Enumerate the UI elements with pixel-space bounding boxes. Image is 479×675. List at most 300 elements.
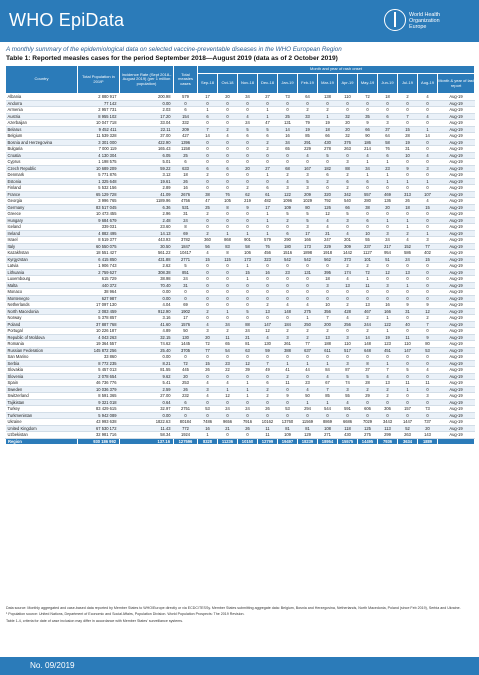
cell-month-cases: 0 xyxy=(418,412,438,419)
cell-month-cases: 51 xyxy=(378,256,398,263)
total-value: 10150 xyxy=(238,438,258,444)
cell-last-report: Aug-19 xyxy=(438,172,475,179)
cell-incidence: 59.22 xyxy=(120,165,174,172)
cell-month-cases: 5 xyxy=(358,373,378,380)
cell-month-cases: 4 xyxy=(418,198,438,205)
cell-month-cases: 0 xyxy=(278,159,298,166)
cell-last-report: Aug-19 xyxy=(438,328,475,335)
cell-month-cases: 0 xyxy=(358,354,378,361)
cell-month-cases: 11 xyxy=(358,282,378,289)
cell-month-cases: 0 xyxy=(338,152,358,159)
cell-population: 4 882 495 xyxy=(78,230,120,237)
cell-month-cases: 0 xyxy=(198,315,218,322)
cell-month-cases: 7 xyxy=(418,321,438,328)
cell-last-report: Aug-19 xyxy=(438,126,475,133)
cell-month-cases: 1 xyxy=(378,178,398,185)
cell-month-cases: 0 xyxy=(418,360,438,367)
cell-incidence: 4.04 xyxy=(120,302,174,309)
cell-month-cases: 15 xyxy=(398,126,418,133)
cell-country: North Macedonia xyxy=(6,308,78,315)
cell-month-cases: 0 xyxy=(318,289,338,296)
cell-month-cases: 0 xyxy=(378,100,398,107)
cell-month-cases: 1 xyxy=(378,328,398,335)
cell-month-cases: 0 xyxy=(218,276,238,283)
cell-total-cases: 2771 xyxy=(174,256,198,263)
cell-month-cases: 0 xyxy=(218,185,238,192)
cell-total-cases: 445 xyxy=(174,367,198,374)
cell-month-cases: 0 xyxy=(318,412,338,419)
cell-month-cases: 157 xyxy=(398,406,418,413)
cell-country: San Marino xyxy=(6,354,78,361)
cell-month-cases: 109 xyxy=(278,432,298,439)
cell-month-cases: 209 xyxy=(298,191,318,198)
cell-total-cases: 531 xyxy=(174,204,198,211)
cell-month-cases: 14 xyxy=(278,126,298,133)
cell-month-cases: 77 xyxy=(298,341,318,348)
col-header-month: May-19 xyxy=(358,74,378,94)
cell-month-cases: 309 xyxy=(338,243,358,250)
cell-incidence: 3.12 xyxy=(120,172,174,179)
cell-month-cases: 47 xyxy=(198,198,218,205)
cell-total-cases: 772 xyxy=(174,425,198,432)
cell-month-cases: 2 xyxy=(318,178,338,185)
cell-month-cases: 74 xyxy=(338,380,358,387)
cell-total-cases: 20 xyxy=(174,373,198,380)
cell-total-cases: 4756 xyxy=(174,198,198,205)
cell-month-cases: 1 xyxy=(258,107,278,114)
cell-month-cases: 0 xyxy=(358,399,378,406)
cell-month-cases: 2 xyxy=(258,146,278,153)
cell-month-cases: 3 xyxy=(338,360,358,367)
cell-population: 67 530 172 xyxy=(78,425,120,432)
cell-total-cases: 24 xyxy=(174,217,198,224)
cell-month-cases: 0 xyxy=(238,100,258,107)
cell-last-report: Aug-19 xyxy=(438,120,475,127)
cell-month-cases: 9 xyxy=(418,334,438,341)
cell-month-cases: 1 xyxy=(358,172,378,179)
cell-population: 18 551 427 xyxy=(78,250,120,257)
cell-month-cases: 0 xyxy=(258,373,278,380)
cell-month-cases: 0 xyxy=(298,354,318,361)
cell-month-cases: 1 xyxy=(378,360,398,367)
cell-month-cases: 0 xyxy=(298,282,318,289)
cell-month-cases: 85 xyxy=(318,393,338,400)
cell-month-cases: 5 xyxy=(298,217,318,224)
cell-incidence: 6.05 xyxy=(120,152,174,159)
cell-month-cases: 373 xyxy=(338,256,358,263)
cell-month-cases: 1 xyxy=(298,399,318,406)
col-header-month: Mar-19 xyxy=(318,74,338,94)
cell-last-report: Aug-19 xyxy=(438,347,475,354)
cell-last-report: Aug-19 xyxy=(438,315,475,322)
cell-month-cases: 1 xyxy=(258,217,278,224)
cell-month-cases: 24 xyxy=(238,406,258,413)
cell-month-cases: 50 xyxy=(298,393,318,400)
cell-month-cases: 4 xyxy=(298,152,318,159)
cell-month-cases: 1 xyxy=(358,159,378,166)
cell-month-cases: 88 xyxy=(338,165,358,172)
cell-month-cases: 0 xyxy=(218,217,238,224)
cell-month-cases: 147 xyxy=(398,347,418,354)
cell-total-cases: 24 xyxy=(174,276,198,283)
measles-table-container xyxy=(5,65,474,445)
cell-month-cases: 0 xyxy=(418,146,438,153)
cell-incidence: 38.98 xyxy=(120,276,174,283)
cell-month-cases: 186 xyxy=(358,139,378,146)
cell-month-cases: 27 xyxy=(258,165,278,172)
cell-month-cases: 557 xyxy=(358,191,378,198)
cell-month-cases: 291 xyxy=(298,139,318,146)
cell-incidence: 32.15 xyxy=(120,334,174,341)
cell-month-cases: 80 xyxy=(298,204,318,211)
cell-incidence: 2.48 xyxy=(120,217,174,224)
cell-month-cases: 214 xyxy=(358,146,378,153)
cell-month-cases: 0 xyxy=(418,120,438,127)
cell-month-cases: 0 xyxy=(298,373,318,380)
cell-month-cases: 12 xyxy=(378,269,398,276)
total-value xyxy=(438,438,475,444)
cell-month-cases: 11 xyxy=(398,334,418,341)
cell-incidence: 2.62 xyxy=(120,263,174,270)
cell-month-cases: 31 xyxy=(398,308,418,315)
cell-month-cases: 0 xyxy=(398,100,418,107)
cell-month-cases: 1898 xyxy=(298,250,318,257)
cell-month-cases: 3 xyxy=(418,237,438,244)
cell-month-cases: 2 xyxy=(338,302,358,309)
cell-month-cases: 0 xyxy=(298,276,318,283)
cell-month-cases: 4 xyxy=(318,217,338,224)
cell-month-cases: 85 xyxy=(298,133,318,140)
cell-month-cases: 0 xyxy=(278,224,298,231)
col-header-month: Jun-19 xyxy=(378,74,398,94)
cell-month-cases: 4 xyxy=(278,302,298,309)
cell-total-cases: 50 xyxy=(174,328,198,335)
cell-month-cases: 0 xyxy=(198,269,218,276)
cell-month-cases: 7916 xyxy=(238,419,258,426)
cell-month-cases: 1 xyxy=(398,282,418,289)
cell-month-cases: 219 xyxy=(238,198,258,205)
cell-month-cases: 6 xyxy=(238,133,258,140)
cell-month-cases: 2 xyxy=(198,211,218,218)
cell-month-cases: 0 xyxy=(218,224,238,231)
cell-incidence: 165.43 xyxy=(120,146,174,153)
cell-month-cases: 2 xyxy=(318,328,338,335)
cell-month-cases: 0 xyxy=(278,107,298,114)
cell-month-cases: 0 xyxy=(258,282,278,289)
cell-month-cases: 263 xyxy=(398,432,418,439)
cell-incidence: 19.61 xyxy=(120,178,174,185)
cell-month-cases: 0 xyxy=(338,224,358,231)
cell-month-cases: 11 xyxy=(418,380,438,387)
cell-month-cases: 3 xyxy=(418,393,438,400)
cell-month-cases: 4 xyxy=(298,386,318,393)
cell-month-cases: 0 xyxy=(278,289,298,296)
cell-month-cases: 229 xyxy=(298,146,318,153)
cell-month-cases: 1 xyxy=(238,380,258,387)
cell-incidence: 5.01 xyxy=(120,159,174,166)
cell-last-report: Aug-19 xyxy=(438,230,475,237)
cell-month-cases: 0 xyxy=(218,172,238,179)
cell-month-cases: 517 xyxy=(338,347,358,354)
cell-month-cases: 11 xyxy=(258,425,278,432)
cell-country: France xyxy=(6,191,78,198)
cell-month-cases: 0 xyxy=(198,399,218,406)
cell-month-cases: 0 xyxy=(238,399,258,406)
cell-month-cases: 586 xyxy=(398,250,418,257)
cell-month-cases: 12 xyxy=(318,211,338,218)
cell-month-cases: 9 xyxy=(358,120,378,127)
cell-month-cases: 1 xyxy=(258,230,278,237)
cell-total-cases: 72 xyxy=(174,360,198,367)
cell-month-cases: 323 xyxy=(258,256,278,263)
cell-population: 19 364 557 xyxy=(78,341,120,348)
cell-month-cases: 2 xyxy=(298,328,318,335)
cell-incidence: 37.00 xyxy=(120,133,174,140)
cell-month-cases: 167 xyxy=(298,165,318,172)
cell-month-cases: 182 xyxy=(318,165,338,172)
publication-title: WHO EpiData xyxy=(9,10,125,30)
total-value: 127596 xyxy=(174,438,198,444)
cell-month-cases: 33 xyxy=(298,113,318,120)
cell-country: Czech Republic xyxy=(6,165,78,172)
cell-last-report: Aug-19 xyxy=(438,243,475,250)
cell-month-cases: 8 xyxy=(218,250,238,257)
cell-month-cases: 4 xyxy=(378,373,398,380)
cell-country: Estonia xyxy=(6,178,78,185)
cell-month-cases: 0 xyxy=(198,263,218,270)
cell-country: Iceland xyxy=(6,224,78,231)
cell-month-cases: 29 xyxy=(358,393,378,400)
cell-month-cases: 1 xyxy=(218,230,238,237)
cell-last-report: Aug-19 xyxy=(438,94,475,101)
cell-country: Finland xyxy=(6,185,78,192)
cell-month-cases: 0 xyxy=(218,373,238,380)
cell-month-cases: 0 xyxy=(238,282,258,289)
cell-month-cases: 24 xyxy=(398,256,418,263)
cell-month-cases: 7 xyxy=(398,113,418,120)
cell-month-cases: 4 xyxy=(218,380,238,387)
cell-incidence: 41.60 xyxy=(120,321,174,328)
cell-month-cases: 3 xyxy=(338,217,358,224)
cell-month-cases: 24 xyxy=(218,406,238,413)
cell-month-cases: 110 xyxy=(338,94,358,101)
cell-last-report: Aug-19 xyxy=(438,100,475,107)
cell-month-cases: 72 xyxy=(358,94,378,101)
cell-month-cases: 0 xyxy=(398,276,418,283)
cell-month-cases: 0 xyxy=(258,295,278,302)
cell-month-cases: 64 xyxy=(378,133,398,140)
cell-month-cases: 0 xyxy=(378,412,398,419)
cell-month-cases: 1 xyxy=(418,126,438,133)
cell-month-cases: 0 xyxy=(398,159,418,166)
cell-month-cases: 17 xyxy=(298,230,318,237)
who-emblem-icon xyxy=(384,9,406,31)
cell-incidence: 912.90 xyxy=(120,308,174,315)
cell-month-cases: 2 xyxy=(278,217,298,224)
cell-month-cases: 0 xyxy=(418,139,438,146)
cell-population: 7 000 119 xyxy=(78,146,120,153)
cell-month-cases: 24 xyxy=(238,120,258,127)
cell-month-cases: 2 xyxy=(218,328,238,335)
cell-month-cases: 143 xyxy=(418,432,438,439)
cell-population: 65 129 728 xyxy=(78,191,120,198)
cell-month-cases: 6686 xyxy=(338,419,358,426)
cell-last-report: Aug-19 xyxy=(438,282,475,289)
col-header-country: Country xyxy=(6,66,78,94)
cell-total-cases: 332 xyxy=(174,120,198,127)
cell-month-cases: 19 xyxy=(378,334,398,341)
cell-incidence: 41.09 xyxy=(120,191,174,198)
cell-last-report: Aug-19 xyxy=(438,178,475,185)
cell-month-cases: 3 xyxy=(338,386,358,393)
cell-month-cases: 7486 xyxy=(198,419,218,426)
cell-population: 9 452 411 xyxy=(78,126,120,133)
table-title: Table 1: Reported measles cases for the period September 2018—August 2019 (data as of 2 October 2019) xyxy=(6,55,338,62)
cell-last-report: Aug-19 xyxy=(438,406,475,413)
cell-month-cases: 129 xyxy=(298,432,318,439)
cell-total-cases: 1576 xyxy=(174,321,198,328)
cell-month-cases: 4 xyxy=(338,230,358,237)
cell-total-cases: 5 xyxy=(174,263,198,270)
cell-month-cases: 0 xyxy=(278,276,298,283)
cell-month-cases: 0 xyxy=(418,107,438,114)
cell-month-cases: 101 xyxy=(358,256,378,263)
cell-month-cases: 0 xyxy=(338,289,358,296)
cell-month-cases: 4 xyxy=(398,237,418,244)
col-header-last-report: Month & year of last report xyxy=(438,74,475,94)
cell-month-cases: 0 xyxy=(338,100,358,107)
table-header xyxy=(6,66,475,94)
cell-month-cases: 901 xyxy=(238,237,258,244)
total-value: 18954 xyxy=(318,438,338,444)
note-data-source: Data source: Monthly aggregated and case-based data reported by Member States to WHO/Europe directly or via ECDC/TESSy. Member States submitting aggregate data: Belgium, Bosnia and Herzegovina, Netherlands, North Macedonia, Poland (since Feb 2019), Serbia and Ukraine. xyxy=(6,606,461,610)
cell-month-cases: 123 xyxy=(378,341,398,348)
cell-last-report: Aug-19 xyxy=(438,204,475,211)
cell-population: 83 429 615 xyxy=(78,406,120,413)
cell-last-report: Aug-19 xyxy=(438,419,475,426)
cell-month-cases: 280 xyxy=(358,198,378,205)
cell-month-cases: 0 xyxy=(198,224,218,231)
cell-month-cases: 4 xyxy=(338,399,358,406)
cell-month-cases: 8 xyxy=(358,360,378,367)
cell-month-cases: 342 xyxy=(338,191,358,198)
cell-month-cases: 0 xyxy=(258,178,278,185)
cell-month-cases: 637 xyxy=(298,347,318,354)
cell-total-cases: 16 xyxy=(174,185,198,192)
col-group-header-rash-onset: Month and year of rash onset xyxy=(198,66,475,74)
cell-month-cases: 1 xyxy=(318,399,338,406)
cell-month-cases: 1 xyxy=(238,230,258,237)
cell-country: Belgium xyxy=(6,133,78,140)
cell-total-cases: 18 xyxy=(174,172,198,179)
cell-month-cases: 19 xyxy=(398,139,418,146)
cell-month-cases: 180 xyxy=(278,243,298,250)
cell-month-cases: 19 xyxy=(298,126,318,133)
cell-last-report: Aug-19 xyxy=(438,237,475,244)
cell-total-cases: 1158 xyxy=(174,146,198,153)
cell-month-cases: 428 xyxy=(338,308,358,315)
cell-month-cases: 1 xyxy=(318,360,338,367)
cell-month-cases: 13 xyxy=(338,282,358,289)
cell-population: 8 955 102 xyxy=(78,113,120,120)
cell-month-cases: 0 xyxy=(278,399,298,406)
cell-month-cases: 0 xyxy=(418,185,438,192)
cell-last-report: Aug-19 xyxy=(438,276,475,283)
cell-month-cases: 2 xyxy=(278,373,298,380)
cell-month-cases: 0 xyxy=(398,289,418,296)
cell-month-cases: 4 xyxy=(418,113,438,120)
cell-month-cases: 1 xyxy=(378,315,398,322)
cell-country: Armenia xyxy=(6,107,78,114)
cell-month-cases: 3 xyxy=(418,165,438,172)
cell-month-cases: 0 xyxy=(238,373,258,380)
cell-country: Portugal xyxy=(6,328,78,335)
cell-month-cases: 0 xyxy=(218,263,238,270)
cell-month-cases: 2 xyxy=(298,334,318,341)
cell-month-cases: 12 xyxy=(238,360,258,367)
cell-month-cases: 1 xyxy=(198,107,218,114)
cell-last-report: Aug-19 xyxy=(438,159,475,166)
cell-last-report: Aug-19 xyxy=(438,269,475,276)
cell-month-cases: 0 xyxy=(398,185,418,192)
cell-month-cases: 14 xyxy=(418,133,438,140)
cell-country: Latvia xyxy=(6,263,78,270)
cell-month-cases: 1447 xyxy=(398,419,418,426)
cell-month-cases: 4 xyxy=(198,321,218,328)
cell-month-cases: 55 xyxy=(338,393,358,400)
cell-country: Albania xyxy=(6,94,78,101)
cell-country: Bulgaria xyxy=(6,146,78,153)
cell-month-cases: 15 xyxy=(418,204,438,211)
cell-month-cases: 9656 xyxy=(218,419,238,426)
cell-population: 5 378 857 xyxy=(78,315,120,322)
cell-last-report: Aug-19 xyxy=(438,165,475,172)
cell-last-report: Aug-19 xyxy=(438,139,475,146)
cell-last-report: Aug-19 xyxy=(438,152,475,159)
total-label: Region xyxy=(6,438,78,444)
note-criteria: Table 1-4, criteria for date of case inclusion may differ in accordance with Member States' surveillance systems. xyxy=(6,618,183,623)
cell-month-cases: 244 xyxy=(358,321,378,328)
cell-month-cases: 15 xyxy=(198,360,218,367)
cell-month-cases: 648 xyxy=(358,347,378,354)
cell-month-cases: 6 xyxy=(258,185,278,192)
cell-month-cases: 11569 xyxy=(298,419,318,426)
cell-population: 145 872 256 xyxy=(78,347,120,354)
cell-month-cases: 4 xyxy=(358,152,378,159)
col-header-total-cases: Total measles cases xyxy=(174,66,198,94)
cell-total-cases: 0 xyxy=(174,412,198,419)
cell-population: 8 519 377 xyxy=(78,237,120,244)
cell-last-report: Aug-19 xyxy=(438,354,475,361)
cell-month-cases: 0 xyxy=(238,224,258,231)
cell-month-cases: 4 xyxy=(278,178,298,185)
cell-month-cases: 5 xyxy=(238,308,258,315)
cell-month-cases: 38 xyxy=(198,191,218,198)
cell-month-cases: 0 xyxy=(218,139,238,146)
cell-month-cases: 9 xyxy=(278,393,298,400)
cell-month-cases: 65 xyxy=(278,146,298,153)
cell-month-cases: 166 xyxy=(378,308,398,315)
cell-total-cases: 17 xyxy=(174,315,198,322)
cell-month-cases: 0 xyxy=(418,354,438,361)
cell-country: Turkey xyxy=(6,406,78,413)
total-value: 15575 xyxy=(338,438,358,444)
cell-month-cases: 275 xyxy=(298,308,318,315)
cell-month-cases: 313 xyxy=(398,191,418,198)
cell-month-cases: 737 xyxy=(418,419,438,426)
cell-month-cases: 5 xyxy=(258,126,278,133)
cell-month-cases: 0 xyxy=(258,263,278,270)
